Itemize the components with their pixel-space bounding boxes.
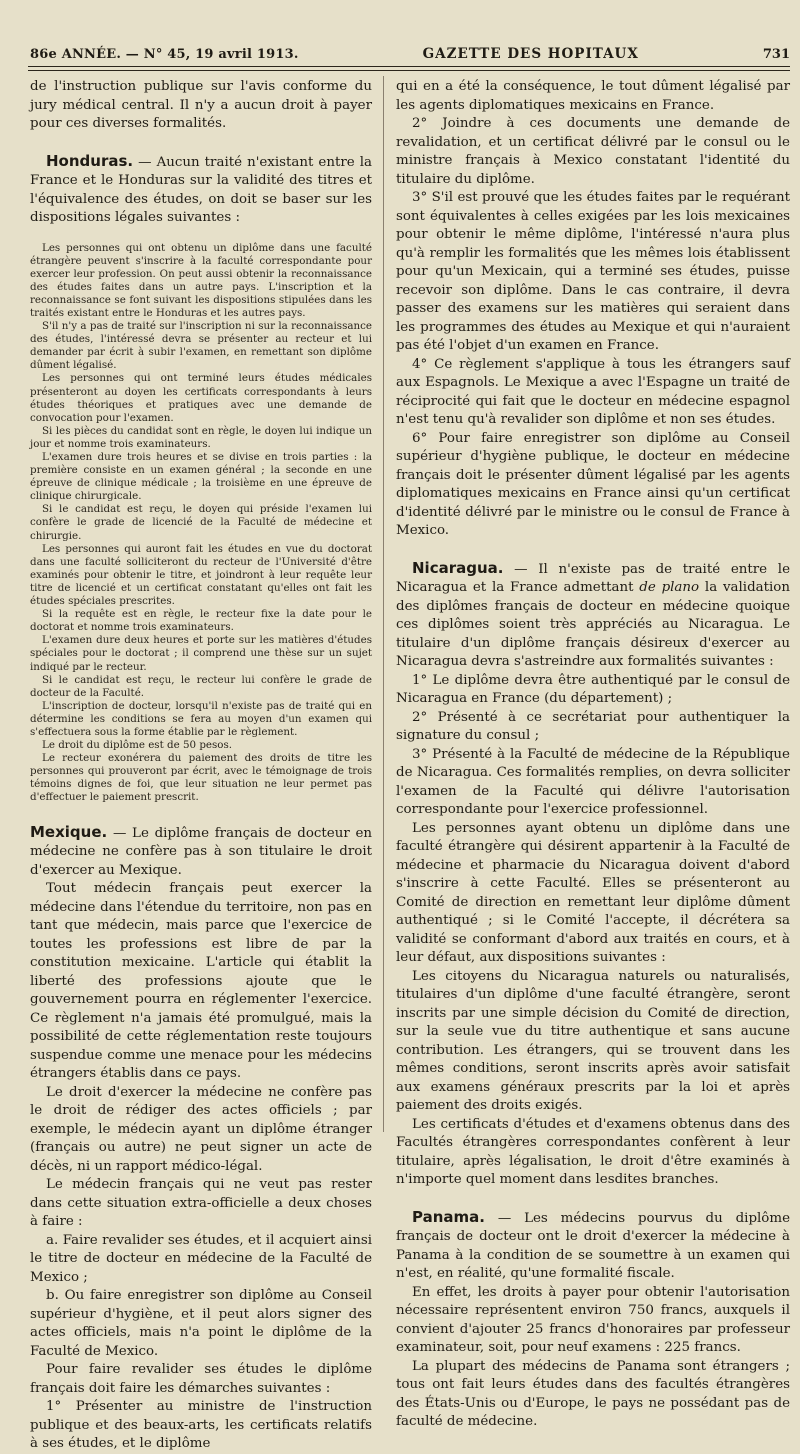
nicaragua-paragraph: 3° Présenté à la Faculté de médecine de la République de Nicaragua. Ces formalités remplies, on devra solliciter l'examen de la Faculté qui délivre l'autorisation correspondante pour l'exercice professionnel. [396,746,790,817]
honduras-note: S'il n'y a pas de traité sur l'inscription ni sur la reconnaissance des études, l'intéressé devra se présenter au recteur et lui demander par écrit à subir l'examen, en remettant son diplôme dûment légalisé. [30,320,372,372]
mexique-lead-paragraph [30,823,372,881]
honduras-fine-print [30,242,372,805]
nicaragua-lead-italic: de plano [639,580,700,595]
mexique-cont-paragraph: 4° Ce règlement s'applique à tous les étrangers sauf aux Espagnols. Le Mexique a avec l'Espagne un traité de réciprocité qui fait que le docteur en médecine espagnol n'est tenu qu'à revalider son diplôme et non ses études. [396,356,790,427]
honduras-note: Si les pièces du candidat sont en règle, le doyen lui indique un jour et nomme trois examinateurs. [30,424,372,450]
panama-section [396,1208,790,1432]
honduras-note: Si la requête est en règle, le recteur fixe la date pour le doctorat et nomme trois examinateurs. [30,608,372,634]
honduras-note: Les personnes qui ont obtenu un diplôme dans une faculté étrangère peuvent s'inscrire à la faculté correspondante pour exercer leur profession. On peut aussi obtenir la reconnaissance des études faites dans un autre pays. L'inscription et la reconnaissance se font suivant les dispositions stipulées dans les traités existant entre le Honduras et les autres pays. [30,241,372,319]
mexique-cont-paragraph: qui en a été la conséquence, le tout dûment légalisé par les agents diplomatiques mexicains en France. [396,79,790,113]
honduras-note: Si le candidat est reçu, le doyen qui préside l'examen lui confère le grade de licencié de la Faculté de médecine et chirurgie. [30,503,372,542]
nicaragua-heading: Nicaragua. [412,558,504,577]
nicaragua-paragraph: 1° Le diplôme devra être authentiqué par le consul de Nicaragua en France (du département) ; [396,672,790,706]
honduras-note: L'inscription de docteur, lorsqu'il n'existe pas de traité qui en détermine les conditions se fera au moyen d'un examen qui s'effectuera sous la forme établie par le règlement. [30,699,372,738]
honduras-note: Les personnes qui auront fait les études en vue du doctorat dans une faculté solliciteront du recteur de l'Université d'être examinés pour obtenir le titre, et joindront à leur requête leur titre de licencié et un certificat constatant qu'elles ont fait les études spéciales prescrites. [30,542,372,608]
nicaragua-paragraph: Les citoyens du Nicaragua naturels ou naturalisés, titulaires d'un diplôme d'une faculté étrangère, seront inscrits par une simple décision du Comité de direction, sur la seule vue du titre authentique et sans aucune contribution. Les étrangers, qui se trouvent dans les mêmes conditions, seront inscrits après avoir satisfait aux examens généraux prescrits par la loi et après paiement des droits exigés. [396,968,790,1113]
mexique-heading: Mexique. [30,822,108,841]
mexique-cont-paragraph: 3° S'il est prouvé que les études faites par le requérant sont équivalentes à celles exigées par les lois mexicaines pour obtenir le même diplôme, l'intéressé n'aura plus qu'à remplir les formalités que les mêmes lois établissent pour qu'un Mexicain, qui a terminé ses études, puisse recevoir son diplôme. Dans le cas contraire, il devra passer des examens sur les matières qui seraient dans les programmes des études au Mexique et qui n'auraient pas été l'objet d'un examen en France. [396,190,790,353]
header-rule-thin [28,70,790,71]
panama-paragraph: La plupart des médecins de Panama sont étrangers ; tous ont fait leurs études dans des facultés étrangères des États-Unis ou d'Europe, le pays ne possédant pas de faculté de médecine. [396,1358,790,1429]
nicaragua-paragraph: 2° Présenté à ce secrétariat pour authentiquer la signature du consul ; [396,709,790,743]
header-rule-thick [28,66,790,67]
issue-line: 86e ANNÉE. — N° 45, 19 avril 1913. [30,47,299,62]
left-column [30,78,372,1452]
mexique-paragraph: Le médecin français qui ne veut pas rester dans cette situation extra-officielle a deux choses à faire : [30,1177,372,1230]
mexique-section [30,823,372,1454]
mexique-cont-paragraph: 2° Joindre à ces documents une demande de revalidation, et un certificat délivré par le consul ou le ministre français à Mexico constatant l'identité du titulaire du diplôme. [396,116,790,187]
page-number: 731 [762,47,790,62]
honduras-heading: Honduras. [46,151,134,170]
mexique-lead-text: — Le diplôme français de docteur en médecine ne confère pas à son titulaire le droit d'exercer au Mexique. [30,825,372,878]
nicaragua-section [396,559,790,1190]
mexique-paragraph: Pour faire revalider ses études le diplôme français doit faire les démarches suivantes : [30,1362,372,1396]
honduras-note: Le recteur exonérera du paiement des droits de titre les personnes qui prouveront par écrit, avec le témoignage de trois témoins dignes de foi, que leur situation ne leur permet pas d'effectuer le paiement prescrit. [30,752,372,804]
nicaragua-paragraph: Les certificats d'études et d'examens obtenus dans des Facultés étrangères correspondantes confèrent à leur titulaire, après légalisation, le droit d'être examinés à n'importe quel moment dans lesdites branches. [396,1116,790,1187]
honduras-note: Les personnes qui ont terminé leurs études médicales présenteront au doyen les certificats correspondants à leurs études théoriques et pratiques avec une demande de convocation pour l'examen. [30,372,372,424]
intro-paragraph: de l'instruction publique sur l'avis conforme du jury médical central. Il n'y a aucun droit à payer pour ces diverses formalités. [30,79,372,131]
mexique-paragraph: a. Faire revalider ses études, et il acquiert ainsi le titre de docteur en médecine de la Faculté de Mexico ; [30,1232,372,1285]
panama-heading: Panama. [412,1207,485,1226]
honduras-note: L'examen dure trois heures et se divise en trois parties : la première consiste en un examen général ; la seconde en une épreuve de clinique médicale ; la troisième en une épreuve de clinique chirurgicale. [30,451,372,503]
mexique-paragraph: Le droit d'exercer la médecine ne confère pas le droit de rédiger des actes officiels ; par exemple, le médecin ayant un diplôme étranger (français ou autre) ne peut signer un acte de décès, ni un rapport médico-légal. [30,1084,372,1174]
panama-lead-paragraph [396,1208,790,1284]
mexique-continued [396,78,790,541]
honduras-section [30,152,372,228]
panama-paragraph: En effet, les droits à payer pour obtenir l'autorisation nécessaire représentent environ 750 francs, auxquels il convient d'ajouter 25 francs d'honoraires par professeur examinateur, soit, pour neuf examens : 225 francs. [396,1284,790,1355]
honduras-lead-text: — Aucun traité n'existant entre la France et le Honduras sur la validité des titres et l'équivalence des études, on doit se baser sur les dispositions légales suivantes : [30,154,372,225]
page-header [30,36,790,62]
journal-title: GAZETTE DES HOPITAUX [422,46,639,62]
mexique-paragraph: 1° Présenter au ministre de l'instruction publique et des beaux-arts, les certificats relatifs à ses études, et le diplôme [30,1399,372,1452]
nicaragua-lead-text: — Il n'existe pas de traité entre le Nicaragua et la France admettant [396,561,790,595]
mexique-paragraph: Tout médecin français peut exercer la médecine dans l'étendue du territoire, non pas en tant que médecin, mais parce que l'exercice de toutes les professions est libre de par la constitution mexicaine. L'article qui établit la liberté des professions ajoute que le gouvernement pourra en réglementer l'exercice. Ce règlement n'a jamais été promulgué, mais la possibilité de cette réglementation reste toujours suspendue comme une menace pour les médecins étrangers établis dans ce pays. [30,881,372,1082]
nicaragua-lead-text-cont: la validation des diplômes français de docteur en médecine quoique ces diplômes soient très appréciés au Nicaragua. Le titulaire d'un diplôme français désireux d'exercer au Nicaragua devra s'astreindre aux formalités suivantes : [396,580,790,669]
nicaragua-paragraph: Les personnes ayant obtenu un diplôme dans une faculté étrangère qui désirent appartenir à la Faculté de médecine et pharmacie du Nicaragua doivent d'abord s'inscrire à cette Faculté. Elles se présenteront au Comité de direction en remettant leur diplôme dûment authentiqué ; si le Comité l'accepte, il décrétera sa validité se conformant d'abord aux traités en cours, et à leur défaut, aux dispositions suivantes : [396,820,790,965]
honduras-lead-paragraph [30,152,372,228]
right-column [396,78,790,1429]
column-divider [383,76,384,1132]
mexique-cont-paragraph: 6° Pour faire enregistrer son diplôme au Conseil supérieur d'hygiène publique, le docteur en médecine français doit le présenter dûment légalisé par les agents diplomatiques mexicains en France ainsi qu'un certificat d'identité délivré par le ministre ou le consul de France à Mexico. [396,430,790,538]
mexique-paragraph: b. Ou faire enregistrer son diplôme au Conseil supérieur d'hygiène, et il peut alors signer des actes officiels, mais n'a point le diplôme de la Faculté de Mexico. [30,1288,372,1359]
honduras-note: Le droit du diplôme est de 50 pesos. [42,739,233,752]
honduras-note: L'examen dure deux heures et porte sur les matières d'études spéciales pour le doctorat ; il comprend une thèse sur un sujet indiqué par le recteur. [30,634,372,673]
honduras-note: Si le candidat est reçu, le recteur lui confère le grade de docteur de la Faculté. [30,673,372,699]
panama-lead-text: — Les médecins pourvus du diplôme français de docteur ont le droit d'exercer la médecine à Panama à la condition de se soumettre à un examen qui n'est, en réalité, qu'une formalité fiscale. [396,1210,790,1281]
nicaragua-lead-paragraph [396,559,790,672]
